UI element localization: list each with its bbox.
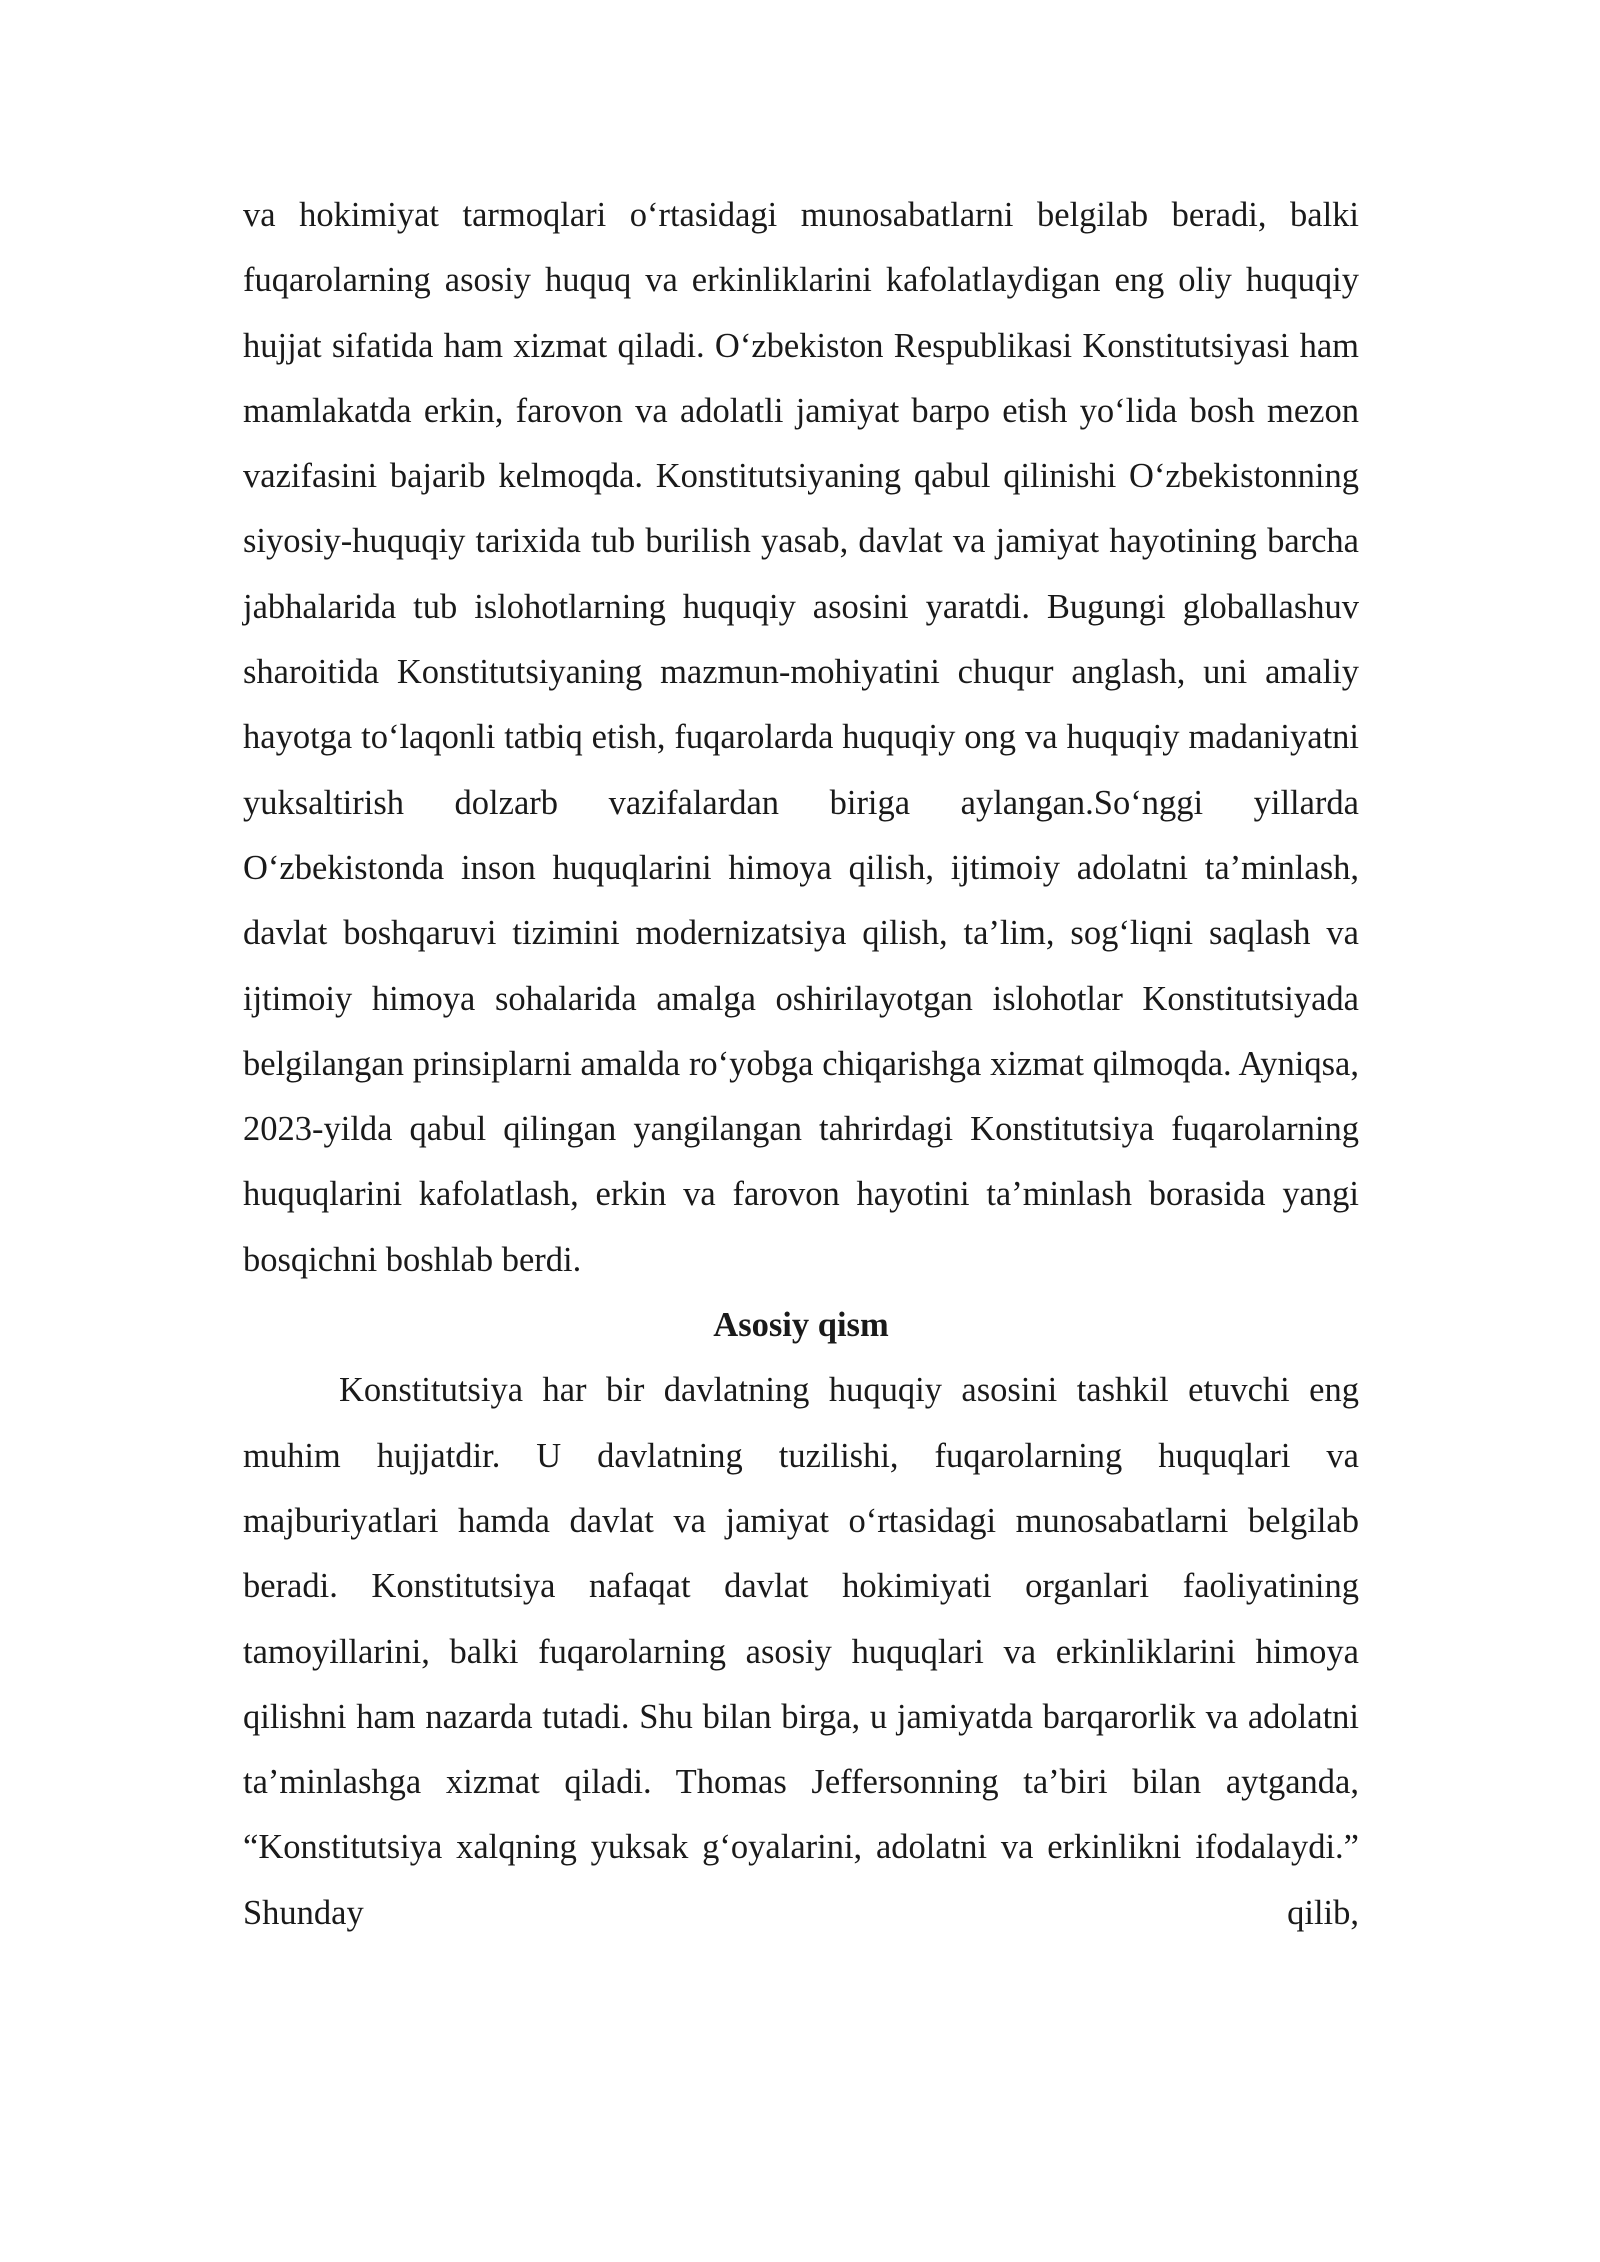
intro-paragraph: va hokimiyat tarmoqlari o‘rtasidagi munosabatlarni belgilab beradi, balki fuqarolarning asosiy huquq va erkinliklarini kafolatlaydigan eng oliy huquqiy hujjat sifatida ham xizmat qiladi. O‘zbekiston Respublikasi Konstitutsiyasi ham mamlakatda erkin, farovon va adolatli jamiyat barpo etish yo‘lida bosh mezon vazifasini bajarib kelmoqda. Konstitutsiyaning qabul qilinishi O‘zbekistonning siyosiy-huquqiy tarixida tub burilish yasab, davlat va jamiyat hayotining barcha jabhalarida tub islohotlarning huquqiy asosini yaratdi. Bugungi globallashuv sharoitida Konstitutsiyaning mazmun-mohiyatini chuqur anglash, uni amaliy hayotga to‘laqonli tatbiq etish, fuqarolarda huquqiy ong va huquqiy madaniyatni yuksaltirish dolzarb vazifalardan biriga aylangan.So‘nggi yillarda O‘zbekistonda inson huquqlarini himoya qilish, ijtimoiy adolatni ta’minlash, davlat boshqaruvi tizimini modernizatsiya qilish, ta’lim, sog‘liqni saqlash va ijtimoiy himoya sohalarida amalga oshirilayotgan islohotlar Konstitutsiyada belgilangan prinsiplarni amalda ro‘yobga chiqarishga xizmat qilmoqda. Ayniqsa, 2023-yilda qabul qilingan yangilangan tahrirdagi Konstitutsiya fuqarolarning huquqlarini kafolatlash, erkin va farovon hayotini ta’minlash borasida yangi bosqichni boshlab berdi. <box>243 196 1359 1279</box>
main-paragraph: Konstitutsiya har bir davlatning huquqiy asosini tashkil etuvchi eng muhim hujjatdir. U davlatning tuzilishi, fuqarolarning huquqlari va majburiyatlari hamda davlat va jamiyat o‘rtasidagi munosabatlarni belgilab beradi. Konstitutsiya nafaqat davlat hokimiyati organlari faoliyatining tamoyillarini, balki fuqarolarning asosiy huquqlari va erkinliklarini himoya qilishni ham nazarda tutadi. Shu bilan birga, u jamiyatda barqarorlik va adolatni ta’minlashga xizmat qiladi. Thomas Jeffersonning ta’biri bilan aytganda, “Konstitutsiya xalqning yuksak g‘oyalarini, adolatni va erkinlikni ifodalaydi.” Shunday qilib, <box>243 1371 1359 1932</box>
section-heading: Asosiy qism <box>713 1306 889 1345</box>
document-body <box>243 183 1359 1946</box>
